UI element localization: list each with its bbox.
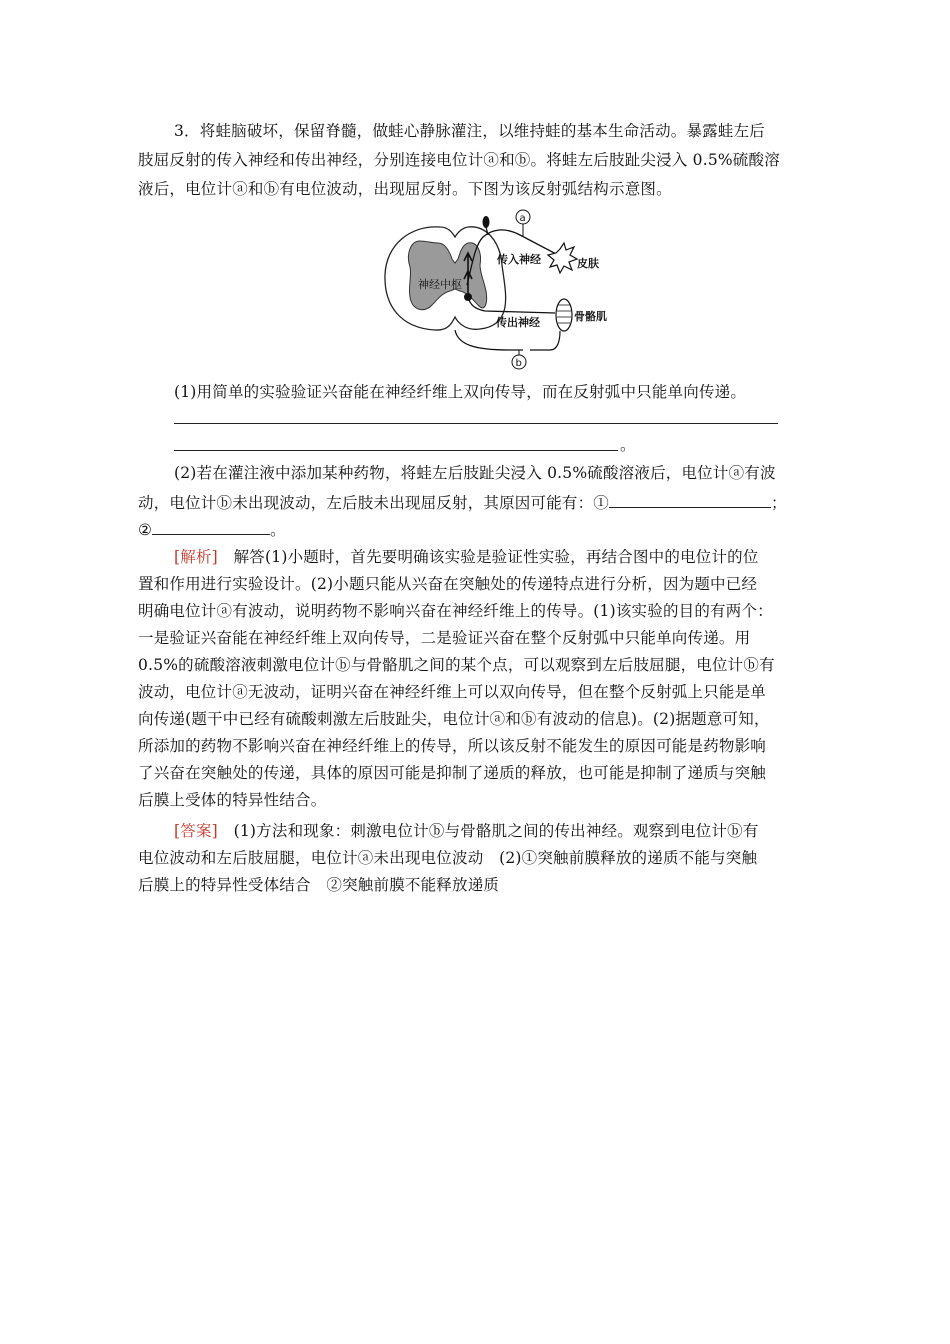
- question-line: 液后，电位计ⓐ和ⓑ有电位波动，出现屈反射。下图为该反射弧结构示意图。: [138, 180, 672, 198]
- muscle-label: 骨骼肌: [574, 310, 607, 323]
- answer-line: 电位波动和左后肢屈腿，电位计ⓐ未出现电位波动 (2)①突触前膜释放的递质不能与突触: [138, 849, 758, 867]
- skin-icon: [548, 243, 577, 273]
- answer-tag: [答案]: [174, 822, 218, 840]
- analysis-line: [解析] 解答(1)小题时，首先要明确该实验是验证性实验，再结合图中的电位计的位: [174, 548, 759, 566]
- center-label: 神经中枢: [418, 278, 462, 291]
- skin-label: 皮肤: [577, 257, 599, 270]
- reflex-arc-diagram: [380, 205, 620, 375]
- afferent-label: 传入神经: [497, 253, 541, 266]
- analysis-line: 了兴奋在突触处的传递，具体的原因可能是抑制了递质的释放，也可能是抑制了递质与突触: [138, 764, 767, 782]
- q2-line: (2)若在灌注液中添加某种药物，将蛙左后肢趾尖浸入 0.5%硫酸溶液后，电位计ⓐ有波: [174, 464, 776, 482]
- q1-end: 。: [620, 436, 636, 454]
- efferent-label: 传出神经: [496, 316, 540, 329]
- q2-punct: 。: [270, 521, 286, 539]
- question-line: 肢屈反射的传入神经和传出神经，分别连接电位计ⓐ和ⓑ。将蛙左后肢趾尖浸入 0.5%硫酸溶: [138, 151, 780, 169]
- q1-text: (1)用简单的实验验证兴奋能在神经纤维上双向传导，而在反射弧中只能单向传递。: [174, 383, 747, 401]
- analysis-line: 明确电位计ⓐ有波动，说明药物不影响兴奋在神经纤维上的传导。(1)该实验的目的有两个：: [138, 602, 773, 620]
- analysis-line: 后膜上受体的特异性结合。: [138, 791, 327, 809]
- answer-blank: [174, 450, 618, 451]
- q2-line: [138, 489, 787, 516]
- answer-line: 后膜上的特异性受体结合 ②突触前膜不能释放递质: [138, 876, 500, 894]
- question-line: 3．将蛙脑破坏，保留脊髓，做蛙心静脉灌注，以维持蛙的基本生命活动。暴露蛙左后: [174, 122, 765, 140]
- meter-a-label: a: [519, 213, 526, 224]
- answer-blank: [174, 423, 778, 424]
- q2-text: ②: [138, 521, 153, 539]
- analysis-line: 波动，电位计ⓐ无波动，证明兴奋在神经纤维上可以双向传导，但在整个反射弧上只能是单: [138, 683, 767, 701]
- muscle-icon: [556, 299, 572, 331]
- analysis-tag: [解析]: [174, 548, 218, 566]
- q2-punct: ；: [771, 494, 787, 512]
- analysis-line: 所添加的药物不影响兴奋在神经纤维上的传导，所以该反射不能发生的原因可能是药物影响: [138, 737, 767, 755]
- meter-b-label: b: [515, 358, 522, 369]
- answer-blank: [152, 516, 270, 535]
- ganglion: [483, 216, 490, 228]
- analysis-line: 一是验证兴奋能在神经纤维上双向传导，二是验证兴奋在整个反射弧中只能单向传递。用: [138, 629, 751, 647]
- answer-line: [答案] (1)方法和现象：刺激电位计ⓑ与骨骼肌之间的传出神经。观察到电位计ⓑ有: [174, 822, 759, 840]
- analysis-line: 0.5%的硫酸溶液刺激电位计ⓑ与骨骼肌之间的某个点，可以观察到左后肢屈腿，电位计ⓑ有: [138, 656, 775, 674]
- analysis-line: 置和作用进行实验设计。(2)小题只能从兴奋在突触处的传递特点进行分析，因为题中已经: [138, 575, 758, 593]
- analysis-line: 向传递(题干中已经有硫酸刺激左后肢趾尖，电位计ⓐ和ⓑ有波动的信息)。(2)据题意可知，: [138, 710, 770, 728]
- q2-text: 动，电位计ⓑ未出现波动，左后肢未出现屈反射，其原因可能有：①: [138, 494, 610, 512]
- answer-blank: [609, 489, 771, 508]
- q2-line: [138, 516, 286, 543]
